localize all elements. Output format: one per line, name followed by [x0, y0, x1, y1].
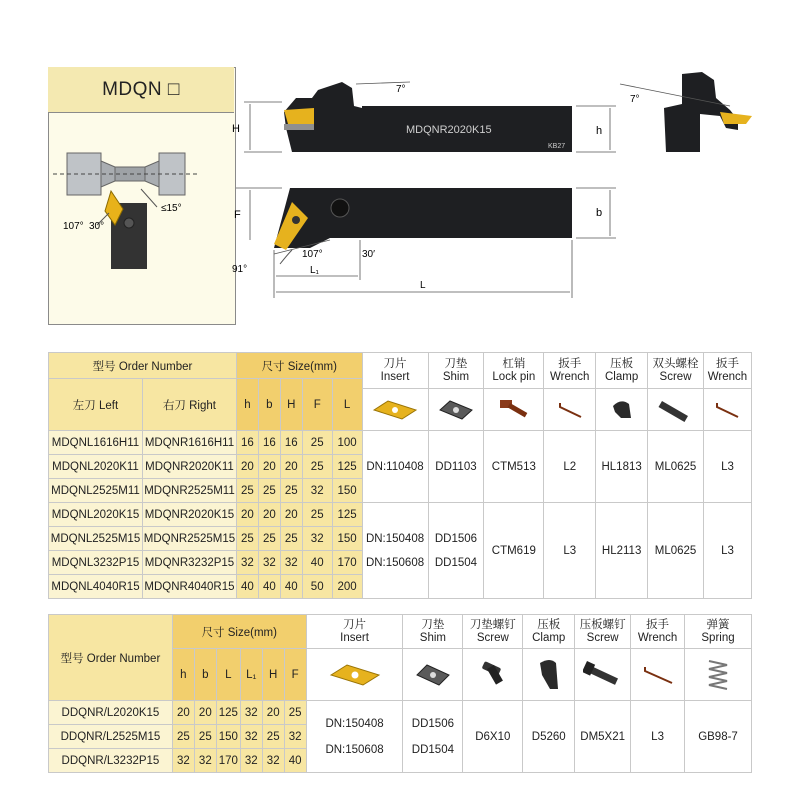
dim-cell: 150: [332, 527, 362, 551]
dim-cell: 16: [258, 431, 280, 455]
header-size: 尺寸 Size(mm): [236, 353, 362, 379]
col-h-2: h: [172, 649, 194, 701]
dim-cell: 25: [236, 527, 258, 551]
lockpin-image: [484, 389, 544, 431]
tool-shank-top: [364, 188, 572, 238]
group1-wrench: L2: [544, 431, 596, 503]
header-order-number: 型号 Order Number: [49, 353, 237, 379]
table-row: [49, 431, 752, 455]
dim-cell: 40: [302, 551, 332, 575]
dim-b: b: [596, 207, 603, 219]
tool-badge: KB27: [548, 143, 566, 150]
group2-shim: DD1506 DD1504: [428, 503, 484, 599]
dim-cell: 32: [284, 725, 306, 749]
header-clamp-2: 压板 Clamp: [523, 615, 575, 649]
model-left: MDQNL4040R15: [49, 575, 143, 599]
header-shim-screw: 刀垫螺钉 Screw: [463, 615, 523, 649]
col-b-2: b: [194, 649, 216, 701]
insert-end: [720, 112, 752, 124]
group1-clamp: HL1813: [596, 431, 648, 503]
dim-F: F: [234, 209, 241, 221]
dim-cell: 20: [258, 503, 280, 527]
group2-insert: DN:150408 DN:150608: [362, 503, 428, 599]
dim-cell: 16: [280, 431, 302, 455]
clamp-image: [596, 389, 648, 431]
insert-side: [284, 108, 314, 124]
col-L-2: L: [216, 649, 240, 701]
dim-L1: L₁: [310, 265, 319, 276]
group1-lockpin: CTM513: [484, 431, 544, 503]
model-right: MDQNR4040R15: [142, 575, 236, 599]
dim-cell: 125: [332, 455, 362, 479]
model-left: MDQNL2020K11: [49, 455, 143, 479]
model-right: MDQNR3232P15: [142, 551, 236, 575]
dim-cell: 25: [236, 479, 258, 503]
dim-cell: 32: [302, 527, 332, 551]
dim-cell: 25: [302, 431, 332, 455]
dim-cell: 40: [236, 575, 258, 599]
header-screw: 双头螺栓 Screw: [648, 353, 704, 389]
angle-30: 30°: [89, 221, 105, 232]
dim-cell: 20: [280, 503, 302, 527]
col-F-2: F: [284, 649, 306, 701]
header-wrench-2: 扳手 Wrench: [703, 353, 751, 389]
model-left: MDQNL2525M11: [49, 479, 143, 503]
spring-icon: [709, 661, 727, 689]
dim-cell: 20: [194, 701, 216, 725]
tool-drawings: [230, 68, 770, 300]
header-wrench: 扳手 Wrench: [544, 353, 596, 389]
group2-screw: ML0625: [648, 503, 704, 599]
dim-cell: 40: [284, 749, 306, 773]
header-clamp-screw: 压板螺钉 Screw: [575, 615, 631, 649]
model-cell: DDQNR/L2020K15: [49, 701, 173, 725]
dim-cell: 20: [262, 701, 284, 725]
dim-cell: 32: [280, 551, 302, 575]
dim-cell: 20: [280, 455, 302, 479]
angle-107b: 107°: [302, 249, 323, 260]
model-cell: DDQNR/L2525M15: [49, 725, 173, 749]
shim-image-2: [403, 649, 463, 701]
wrench-2-icon: [717, 403, 738, 417]
group2-wrench2: L3: [703, 503, 751, 599]
parts-spring: GB98-7: [685, 701, 752, 773]
workpiece-diagram: [49, 113, 233, 321]
dim-cell: 150: [216, 725, 240, 749]
dim-cell: 32: [240, 749, 262, 773]
header-right: 右刀 Right: [142, 379, 236, 431]
header-spring: 弹簧 Spring: [685, 615, 752, 649]
insert-image-2: [306, 649, 403, 701]
model-right: MDQNR2525M11: [142, 479, 236, 503]
angle-30b: 30′: [362, 249, 375, 260]
insert-image: [362, 389, 428, 431]
col-H: H: [280, 379, 302, 431]
model-right: MDQNR2525M15: [142, 527, 236, 551]
diagram-title: MDQN □: [48, 67, 234, 113]
dim-cell: 40: [258, 575, 280, 599]
dim-cell: 125: [332, 503, 362, 527]
group1-screw: ML0625: [648, 431, 704, 503]
dim-cell: 32: [236, 551, 258, 575]
dim-cell: 170: [216, 749, 240, 773]
dim-h: h: [596, 125, 603, 137]
screw-image: [648, 389, 704, 431]
tool-label: MDQNR2020K15: [406, 124, 492, 136]
dim-cell: 25: [258, 527, 280, 551]
angle-107: 107°: [63, 221, 84, 232]
dim-cell: 20: [172, 701, 194, 725]
screw-icon: [658, 401, 687, 422]
clamp-screw-image: [575, 649, 631, 701]
model-right: MDQNR1616H11: [142, 431, 236, 455]
group2-lockpin: CTM619: [484, 503, 544, 599]
header-order-number-2: 型号 Order Number: [49, 615, 173, 701]
model-right: MDQNR2020K11: [142, 455, 236, 479]
group2-clamp: HL2113: [596, 503, 648, 599]
header-lockpin: 杠销 Lock pin: [484, 353, 544, 389]
col-b: b: [258, 379, 280, 431]
model-left: MDQNL2525M15: [49, 527, 143, 551]
parts-shim: DD1506 DD1504: [403, 701, 463, 773]
dim-cell: 16: [236, 431, 258, 455]
parts-clamp: D5260: [523, 701, 575, 773]
group1-shim: DD1103: [428, 431, 484, 503]
model-left: MDQNL2020K15: [49, 503, 143, 527]
angle-7: 7°: [396, 84, 406, 95]
header-insert: 刀片 Insert: [362, 353, 428, 389]
col-L1-2: L₁: [240, 649, 262, 701]
dim-cell: 32: [262, 749, 284, 773]
clamp-icon: [540, 660, 558, 689]
dim-cell: 170: [332, 551, 362, 575]
clamp-icon: [613, 401, 631, 418]
dim-cell: 150: [332, 479, 362, 503]
dim-cell: 100: [332, 431, 362, 455]
header-left: 左刀 Left: [49, 379, 143, 431]
clamp-screw: [124, 218, 134, 228]
dim-cell: 20: [236, 455, 258, 479]
header-clamp: 压板 Clamp: [596, 353, 648, 389]
group1-wrench2: L3: [703, 431, 751, 503]
shim-image: [428, 389, 484, 431]
dim-cell: 32: [194, 749, 216, 773]
dim-cell: 200: [332, 575, 362, 599]
order-table-ddqn: [48, 614, 752, 773]
dim-cell: 32: [240, 725, 262, 749]
dim-cell: 25: [258, 479, 280, 503]
parts-wrench: L3: [631, 701, 685, 773]
dim-cell: 25: [302, 455, 332, 479]
model-right: MDQNR2020K15: [142, 503, 236, 527]
dim-L: L: [420, 280, 426, 291]
header-insert-2: 刀片 Insert: [306, 615, 403, 649]
angle-15: ≤15°: [161, 203, 182, 214]
group2-wrench: L3: [544, 503, 596, 599]
clamp-top: [331, 199, 349, 217]
tool-end-view: [664, 72, 738, 152]
parts-clamp-screw: DM5X21: [575, 701, 631, 773]
header-shim: 刀垫 Shim: [428, 353, 484, 389]
dim-cell: 25: [172, 725, 194, 749]
group1-insert: DN:110408: [362, 431, 428, 503]
dim-cell: 50: [302, 575, 332, 599]
dim-cell: 32: [240, 701, 262, 725]
dim-cell: 32: [302, 479, 332, 503]
dim-cell: 25: [262, 725, 284, 749]
header-size-2: 尺寸 Size(mm): [172, 615, 306, 649]
dim-cell: 25: [284, 701, 306, 725]
dim-cell: 32: [258, 551, 280, 575]
dim-cell: 20: [236, 503, 258, 527]
table-row: [49, 503, 752, 527]
col-h: h: [236, 379, 258, 431]
dim-cell: 25: [302, 503, 332, 527]
wrench-image: [544, 389, 596, 431]
wrench-icon: [560, 403, 581, 417]
dim-cell: 40: [280, 575, 302, 599]
dim-cell: 25: [280, 527, 302, 551]
angle-7b: 7°: [630, 94, 640, 105]
wrench-image-3: [631, 649, 685, 701]
dim-cell: 32: [172, 749, 194, 773]
parts-screw: D6X10: [463, 701, 523, 773]
clamp-image-2: [523, 649, 575, 701]
wrench2-image: [703, 389, 751, 431]
dim-cell: 25: [194, 725, 216, 749]
dim-cell: 125: [216, 701, 240, 725]
dim-cell: 20: [258, 455, 280, 479]
angle-91: 91°: [232, 264, 248, 275]
shim-screw-image: [463, 649, 523, 701]
parts-insert: DN:150408 DN:150608: [306, 701, 403, 773]
model-left: MDQNL3232P15: [49, 551, 143, 575]
col-L: L: [332, 379, 362, 431]
model-left: MDQNL1616H11: [49, 431, 143, 455]
dim-cell: 25: [280, 479, 302, 503]
wrench-icon: [645, 667, 672, 683]
model-cell: DDQNR/L3232P15: [49, 749, 173, 773]
spring-image: [685, 649, 752, 701]
dim-H: H: [232, 123, 240, 135]
col-F: F: [302, 379, 332, 431]
table-row: [49, 701, 752, 725]
order-table-mdqn: [48, 352, 752, 599]
header-shim-2: 刀垫 Shim: [403, 615, 463, 649]
col-H-2: H: [262, 649, 284, 701]
header-wrench-3: 扳手 Wrench: [631, 615, 685, 649]
